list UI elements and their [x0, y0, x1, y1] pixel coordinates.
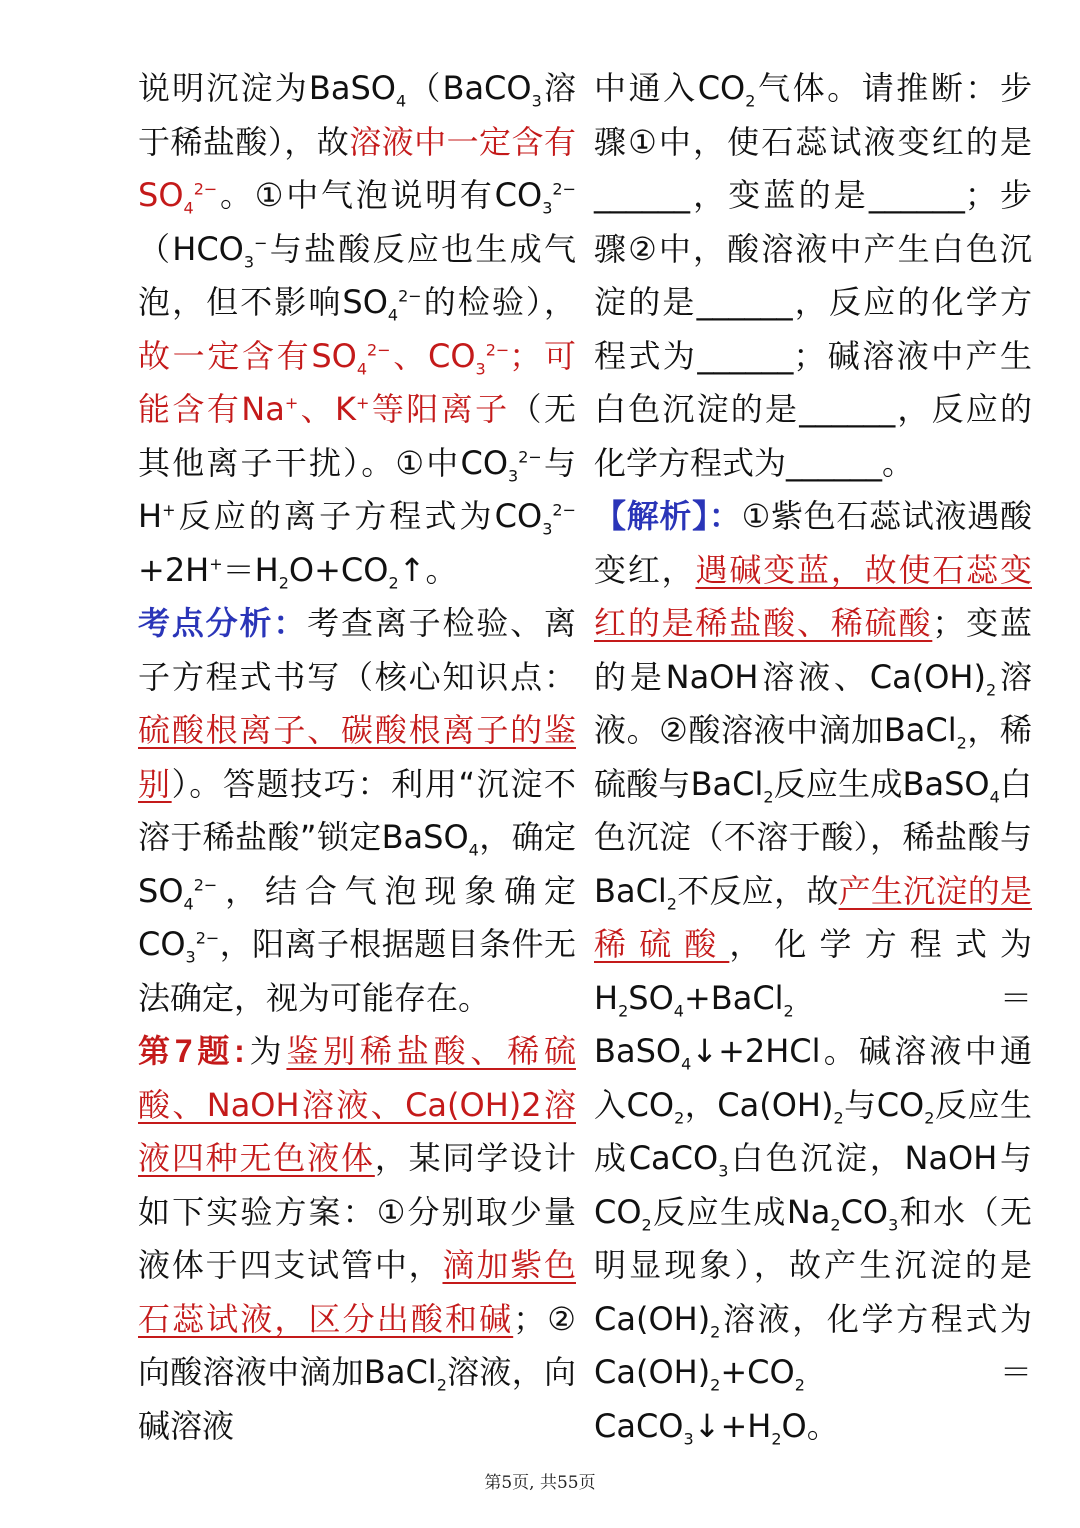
text-run: 考查离子检验、离子方程式书写（核心知识点：: [138, 604, 576, 696]
underlined-key-point: 硫酸根离子、碳酸根离子的鉴别: [138, 711, 576, 803]
text-run: 为: [244, 1032, 287, 1070]
text-run: ＝CaCO: [594, 1353, 1032, 1445]
text-run: ，某同学设计如下实验方案：①分别取少量液体于四支试管中，: [138, 1139, 576, 1284]
text-run: ，确定SO: [138, 818, 576, 910]
right-column: [594, 62, 1032, 1453]
subscript: 4: [468, 840, 479, 860]
subscript: 2: [278, 572, 289, 592]
text-run: 白色沉淀（不溶于酸），稀盐酸与BaCl: [594, 764, 1032, 910]
text-run: 溶于稀盐酸），故: [138, 69, 576, 161]
subscript: 3: [718, 1161, 729, 1181]
subscript: 2: [745, 91, 756, 111]
superscript: 2−: [552, 500, 576, 520]
text-run: 故一定含有SO: [138, 336, 357, 375]
text-run: 反应生成BaSO: [773, 764, 990, 803]
question-text: 气体。请推断：步骤①中，使石蕊试液变红的是______，变蓝的是______；步骤②中，酸溶液中产生白色沉淀的是______，反应的化学方程式为______；碱溶液中产生白色沉淀的是______，反应的化学方程式为______。: [594, 69, 1032, 482]
subscript: 4: [989, 786, 1000, 806]
text-run: ，化学方程式为H: [594, 925, 1032, 1017]
underlined-key-point: 产生沉淀的是稀硫酸: [594, 871, 1032, 963]
text-run: ，Ca(OH): [684, 1085, 834, 1124]
underlined-key-point: 鉴别稀盐酸、稀硫酸、NaOH溶液、Ca(OH)2溶液四种无色液体: [138, 1032, 576, 1177]
subscript: 2: [794, 1375, 805, 1395]
superscript: +: [162, 500, 176, 520]
subscript: 2: [924, 1107, 935, 1127]
subscript: 4: [183, 198, 194, 218]
text-run: 。①中气泡说明有CO: [217, 176, 543, 214]
superscript: 2−: [518, 446, 542, 466]
text-run: 说明沉淀为BaSO: [138, 69, 396, 107]
subscript: 2: [618, 1000, 629, 1020]
text-run: +2H: [138, 550, 210, 589]
text-run: O+CO: [288, 550, 389, 589]
text-run: ①紫色石蕊试液遇酸变红，: [594, 497, 1032, 589]
text-run: （BaCO: [406, 69, 532, 107]
subscript: 2: [763, 786, 774, 806]
superscript: 2−: [398, 286, 422, 306]
text-run: （无其他离子干扰）。①中CO: [138, 390, 576, 482]
superscript: 2−: [195, 928, 220, 948]
subscript: 2: [985, 679, 997, 699]
subscript: 3: [185, 947, 196, 967]
superscript: +: [284, 393, 299, 413]
text-run: ↑。: [398, 550, 458, 589]
text-run: ↓+2HCl。碱溶液中通入CO: [594, 1032, 1032, 1124]
subscript: 3: [888, 1214, 899, 1234]
text-run: O。: [781, 1406, 839, 1445]
subscript: 2: [666, 893, 677, 913]
subscript: 3: [243, 251, 255, 271]
superscript: 2−: [485, 339, 510, 359]
subscript: 4: [673, 1000, 684, 1020]
superscript: +: [209, 553, 223, 573]
text-run: 等阳离子: [369, 390, 510, 428]
subscript: 4: [183, 893, 194, 913]
subscript: 3: [683, 1428, 694, 1448]
subscript: 2: [783, 1000, 794, 1020]
subscript: 2: [674, 1107, 685, 1127]
text-run: 溶液，向碱溶液: [138, 1353, 576, 1445]
text-run: 的检验），: [421, 283, 576, 321]
text-run: ↓+H: [693, 1406, 772, 1445]
text-run: 反应的离子方程式为CO: [175, 497, 543, 535]
text-run: ，结合气泡现象确定CO: [138, 871, 576, 963]
superscript: −: [254, 232, 268, 252]
text-run: （HCO: [138, 229, 244, 268]
text-run: 不反应，故: [676, 871, 839, 910]
subscript: 3: [542, 519, 553, 539]
subscript: 2: [833, 1107, 844, 1127]
page-footer: 第5页, 共55页: [484, 1473, 596, 1493]
text-run: 溶液，化学方程式为Ca(OH): [594, 1299, 1032, 1391]
explanation-label: 【解析】：: [594, 497, 742, 535]
text-run: ，稀硫酸与BaCl: [594, 711, 1032, 803]
superscript: 2−: [193, 874, 218, 894]
text-run: ＝H: [222, 550, 279, 589]
text-run: 、K: [298, 390, 357, 428]
subscript: 3: [475, 358, 486, 378]
text-run: +CO: [720, 1353, 795, 1391]
subscript: 2: [388, 572, 399, 592]
subscript: 2: [710, 1375, 721, 1395]
superscript: 2−: [193, 179, 218, 199]
analysis-label: 考点分析：: [138, 604, 308, 642]
subscript: 4: [356, 358, 368, 378]
subscript: 2: [771, 1428, 782, 1448]
subscript: 2: [436, 1375, 447, 1395]
text-run: 反应生成Na: [651, 1192, 831, 1231]
underlined-key-point: 滴加紫色石蕊试液，区分出酸和碱: [138, 1246, 576, 1338]
text-run: 和水（无明显现象），故产生沉淀的是Ca(OH): [594, 1192, 1032, 1338]
text-run: 溶液。②酸溶液中滴加BaCl: [594, 657, 1032, 749]
text-run: ；可能含有Na: [138, 336, 576, 428]
subscript: 4: [395, 91, 407, 111]
text-run: 与CO: [843, 1085, 925, 1124]
subscript: 4: [387, 305, 399, 325]
text-run: 与H: [138, 443, 576, 535]
subscript: 2: [641, 1214, 652, 1234]
text-run: +BaCl: [683, 978, 784, 1017]
text-run: ，阳离子根据题目条件无法确定，视为可能存在。: [138, 925, 576, 1017]
text-run: 、CO: [390, 336, 476, 375]
subscript: 3: [542, 198, 553, 218]
text-run: 中通入CO: [594, 69, 746, 107]
superscript: 2−: [552, 179, 576, 199]
left-column: [138, 62, 576, 1453]
superscript: +: [356, 393, 370, 413]
text-run: ；变蓝的是NaOH溶液、Ca(OH): [594, 604, 1032, 696]
subscript: 3: [531, 91, 542, 111]
text-run: ＝BaSO: [594, 978, 1032, 1070]
question-title: 第7题:: [138, 1033, 245, 1069]
subscript: 3: [508, 465, 519, 485]
text-run: SO: [628, 978, 674, 1017]
subscript: 4: [681, 1054, 692, 1074]
subscript: 2: [710, 1321, 721, 1341]
text-run: 白色沉淀，NaOH与CO: [594, 1139, 1032, 1231]
text-run: ）。答题技巧：利用“沉淀不溶于稀盐酸”锁定BaSO: [138, 764, 576, 856]
superscript: 2−: [367, 339, 391, 359]
underlined-key-point: 遇碱变蓝，故使石蕊变红的是稀盐酸、稀硫酸: [594, 550, 1032, 642]
text-run: CO: [840, 1192, 889, 1231]
text-run: 反应生成CaCO: [594, 1085, 1032, 1177]
subscript: 2: [830, 1214, 841, 1234]
subscript: 2: [956, 733, 967, 753]
highlight-text: 溶液中一定含有SO: [138, 122, 576, 214]
text-run: ；②向酸溶液中滴加BaCl: [138, 1299, 576, 1391]
text-run: 与盐酸反应也生成气泡，但不影响SO: [138, 229, 576, 321]
